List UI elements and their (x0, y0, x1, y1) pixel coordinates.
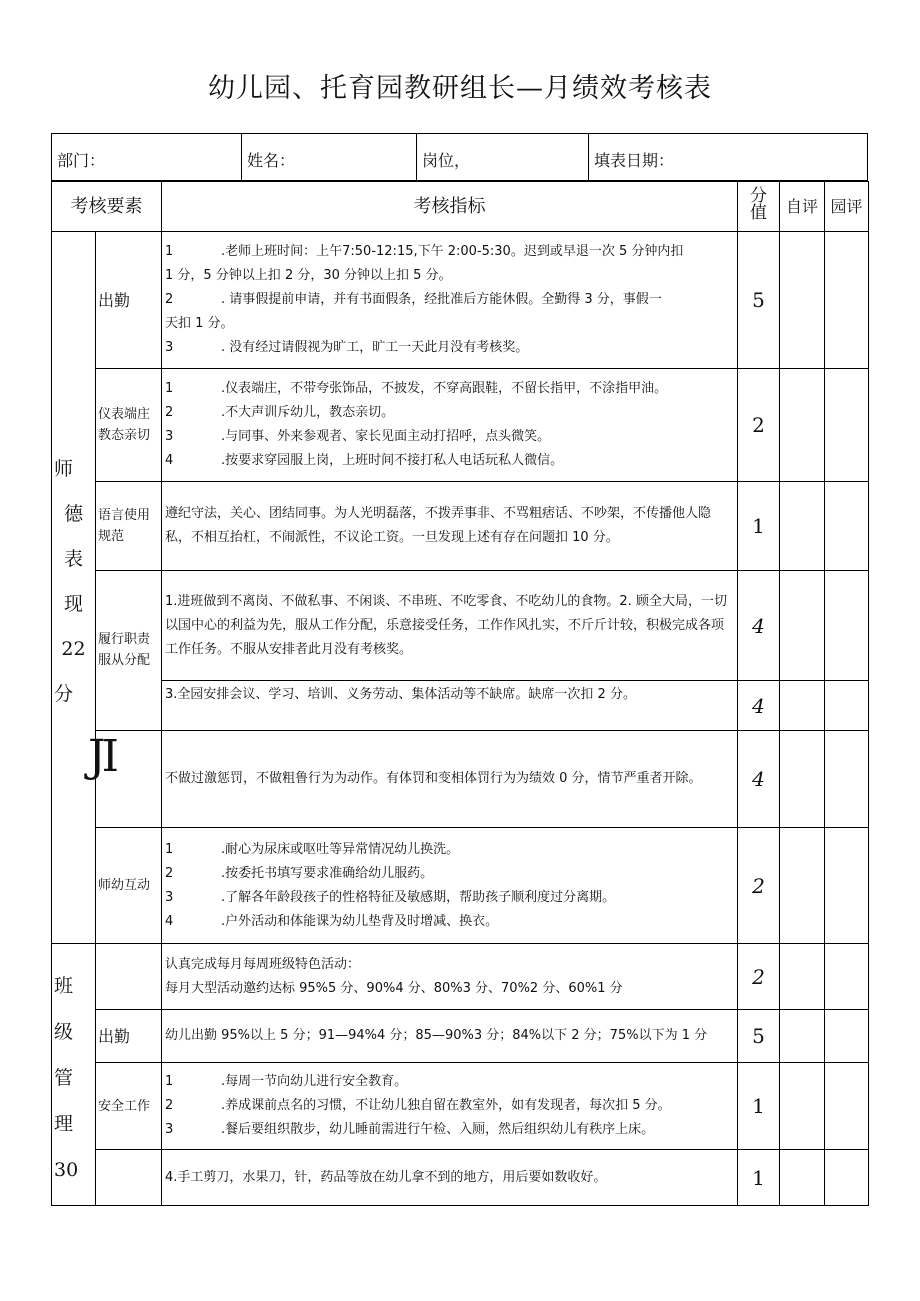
garden-score-cell[interactable] (825, 731, 869, 828)
garden-score-cell[interactable] (825, 232, 869, 369)
section-ethics: 师 德 表 现 22 分 (52, 232, 96, 944)
score-class-attendance: 5 (738, 1010, 780, 1063)
sub-safety: 安全工作 (96, 1063, 162, 1150)
self-score-cell[interactable] (780, 232, 825, 369)
header-garden: 园评 (825, 182, 869, 232)
sub-duty: 履行职责服从分配 (96, 571, 162, 731)
garden-score-cell[interactable] (825, 1150, 869, 1206)
garden-score-cell[interactable] (825, 828, 869, 944)
garden-score-cell[interactable] (825, 1063, 869, 1150)
score-appearance: 2 (738, 369, 780, 482)
glyph-mark: JI (88, 731, 116, 782)
self-score-cell[interactable] (780, 482, 825, 571)
score-tools: 1 (738, 1150, 780, 1206)
sub-appearance: 仪表端庄教态亲切 (96, 369, 162, 482)
page-title: 幼儿园、托育园教研组长—月绩效考核表 (208, 73, 712, 104)
date-field[interactable]: 填表日期： (594, 151, 675, 170)
class-attendance-content: 幼儿出勤 95%以上 5 分；91—94%4 分；85—90%3 分；84%以下 2 分；75%以下为 1 分 (162, 1010, 738, 1063)
sub-class-attendance: 出勤 (96, 1010, 162, 1063)
header-indicator: 考核指标 (162, 182, 738, 232)
post-field[interactable]: 岗位， (417, 134, 589, 180)
table-row (52, 1063, 869, 1150)
self-score-cell[interactable] (780, 944, 825, 1010)
score-duty: 4 (738, 571, 780, 681)
self-score-cell[interactable] (780, 1063, 825, 1150)
garden-score-cell[interactable] (825, 1010, 869, 1063)
score-activity: 2 (738, 944, 780, 1010)
garden-score-cell[interactable] (825, 681, 869, 731)
header-score: 分值 (738, 182, 780, 232)
sub-activity-empty (96, 944, 162, 1010)
sub-interaction: 师幼互动 (96, 828, 162, 944)
score-language: 1 (738, 482, 780, 571)
garden-score-cell[interactable] (825, 944, 869, 1010)
table-row (52, 681, 869, 731)
sub-attendance: 出勤 (96, 232, 162, 369)
garden-score-cell[interactable] (825, 482, 869, 571)
activity-content: 认真完成每月每周班级特色活动： 每月大型活动邀约达标 95%5 分、90%4 分、80%3 分、70%2 分、60%1 分 (162, 944, 738, 1010)
meeting-content: 3.全园安排会议、学习、培训、义务劳动、集体活动等不缺席。缺席一次扣 2 分。 (162, 681, 738, 731)
self-score-cell[interactable] (780, 681, 825, 731)
sub-glyph (88, 731, 162, 828)
score-safety: 1 (738, 1063, 780, 1150)
table-row (52, 828, 869, 944)
sub-language: 语言使用规范 (96, 482, 162, 571)
header-self: 自评 (780, 182, 825, 232)
self-score-cell[interactable] (780, 369, 825, 482)
header-element: 考核要素 (52, 182, 162, 232)
self-score-cell[interactable] (780, 571, 825, 681)
language-content: 遵纪守法，关心、团结同事。为人光明磊落，不拨弄事非、不骂粗痞话、不吵架，不传播他人隐私，不相互抬杠，不闹派性，不议论工资。一旦发现上述有存在问题扣 10 分。 (162, 482, 738, 571)
self-score-cell[interactable] (780, 1150, 825, 1206)
duty-content: 1.进班做到不离岗、不做私事、不闲谈、不串班、不吃零食、不吃幼儿的食物。2. 顾全大局，一切以国中心的利益为先，服从工作分配，乐意接受任务，工作作风扎实，不斤斤计较，积极完成各项工作任务。不服从安排者此月没有考核奖。 (162, 571, 738, 681)
info-row (51, 133, 868, 181)
dept-field[interactable]: 部门： (52, 134, 242, 180)
sub-tools-empty (96, 1150, 162, 1206)
garden-score-cell[interactable] (825, 369, 869, 482)
table-row (52, 731, 869, 828)
table-row (52, 944, 869, 1010)
safety-content: 1 .每周一节向幼儿进行安全教育。 2 .养成课前点名的习惯，不让幼儿独自留在教室外，如有发现者，每次扣 5 分。 3 .餐后要组织散步，幼儿睡前需进行午检、入厕，然后组织幼儿有秩序上床。 (162, 1063, 738, 1150)
section-class: 班 级 管 理 30 (52, 944, 96, 1206)
garden-score-cell[interactable] (825, 571, 869, 681)
tools-content: 4.手工剪刀，水果刀，针，药品等放在幼儿拿不到的地方，用后要如数收好。 (162, 1150, 738, 1206)
interaction-content: 1 .耐心为尿床或呕吐等异常情况幼儿换洗。 2 .按委托书填写要求准确给幼儿服药。 3 .了解各年龄段孩子的性格特征及敏感期，帮助孩子顺利度过分离期。 4 .户外活动和体能课为幼儿垫背及时增减、换衣。 (162, 828, 738, 944)
self-score-cell[interactable] (780, 731, 825, 828)
score-punish: 4 (738, 731, 780, 828)
score-attendance: 5 (738, 232, 780, 369)
table-header-row (52, 182, 869, 232)
name-field[interactable]: 姓名： (242, 134, 417, 180)
table-row (52, 482, 869, 571)
score-interaction: 2 (738, 828, 780, 944)
table-row (52, 1150, 869, 1206)
table-row (52, 369, 869, 482)
attendance-content: 1 .老师上班时间：上午7:50-12:15,下午 2:00-5:30。迟到或早退一次 5 分钟内扣 1 分，5 分钟以上扣 2 分，30 分钟以上扣 5 分。 2 . 请事假提前申请，并有书面假条，经批准后方能休假。全勤得 3 分，事假一 天扣 1 分。 3 . 没有经过请假视为旷工，旷工一天此月没有考核奖。 (162, 232, 738, 369)
table-row (52, 232, 869, 369)
table-row (52, 571, 869, 681)
self-score-cell[interactable] (780, 1010, 825, 1063)
punish-content: 不做过激惩罚，不做粗鲁行为为动作。有体罚和变相体罚行为为绩效 0 分，情节严重者开除。 (162, 731, 738, 828)
assessment-table (51, 181, 869, 1206)
appearance-content: 1 .仪表端庄，不带夸张饰品，不披发，不穿高跟鞋，不留长指甲，不涂指甲油。 2 .不大声训斥幼儿，教态亲切。 3 .与同事、外来参观者、家长见面主动打招呼，点头微笑。 4 .按要求穿园服上岗，上班时间不接打私人电话玩私人微信。 (162, 369, 738, 482)
self-score-cell[interactable] (780, 828, 825, 944)
table-row (52, 1010, 869, 1063)
score-meeting: 4 (738, 681, 780, 731)
